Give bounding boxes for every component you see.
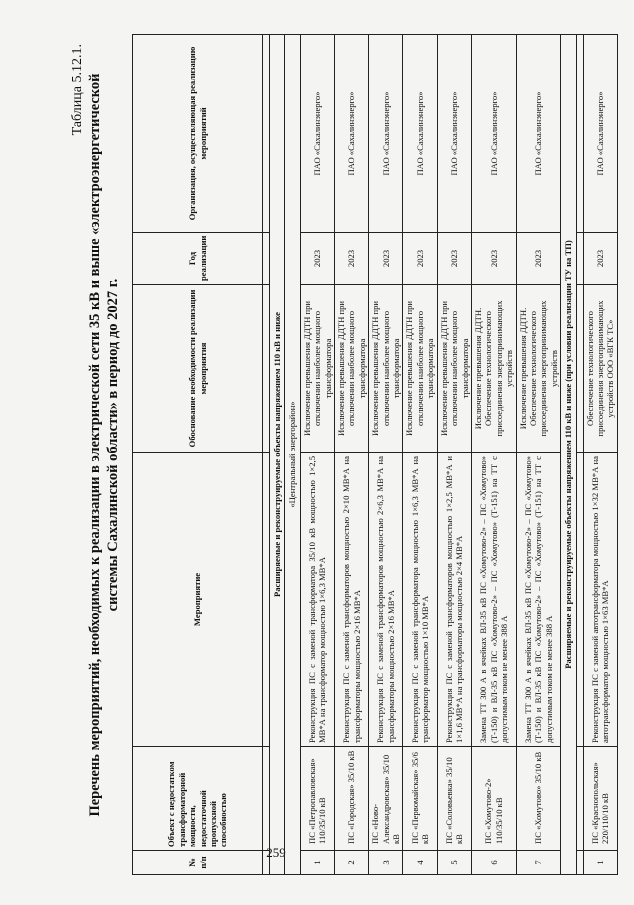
justification-cell: Исключение превышения ДДТН при отключении наиболее мощного трансформатора bbox=[437, 285, 471, 453]
measures-table bbox=[132, 34, 618, 875]
title-line-2: системы Сахалинской области» в период до 2027 г. bbox=[105, 278, 121, 612]
table-row bbox=[583, 35, 617, 875]
row-number: 1 bbox=[300, 851, 334, 875]
row-number: 4 bbox=[403, 851, 437, 875]
organization-cell: ПАО «Сахалинэнерго» bbox=[516, 35, 561, 233]
spacer-cell bbox=[576, 285, 583, 453]
object-cell: ПС «Хомутово-2» 110/35/10 кВ bbox=[471, 747, 516, 851]
measure-cell: Замена ТТ 300 А в ячейках ВЛ-35 кВ ПС «Хомутово-2» – ПС «Хомутово» (Т-150) и ВЛ-35 кВ ПС «Хомутово-2» – ПС «Хомутово» (Т-151) на ТТ с допустимым током не менее 388 А bbox=[471, 453, 516, 747]
header-num: № п/п bbox=[133, 851, 263, 875]
table-row bbox=[437, 35, 471, 875]
year-cell: 2023 bbox=[471, 233, 516, 285]
justification-cell: Исключение превышения ДДТН при отключении наиболее мощного трансформатора bbox=[403, 285, 437, 453]
table-row bbox=[369, 35, 403, 875]
page-number: 259 bbox=[266, 845, 286, 860]
year-cell: 2023 bbox=[516, 233, 561, 285]
object-cell: ПС «Городская» 35/10 кВ bbox=[335, 747, 369, 851]
measure-cell: Реконструкция ПС с заменой трансформатора 35/10 кВ мощностью 1×2,5 МВ*А на трансформатор мощностью 1×6,3 МВ*А bbox=[300, 453, 334, 747]
year-cell: 2023 bbox=[583, 233, 617, 285]
spacer-cell bbox=[263, 747, 270, 851]
spacer-cell bbox=[263, 233, 270, 285]
header-measure: Мероприятие bbox=[133, 453, 263, 747]
spacer-cell bbox=[576, 747, 583, 851]
organization-cell: ПАО «Сахалинэнерго» bbox=[583, 35, 617, 233]
measure-cell: Реконструкция ПС с заменой автотрансформатора мощностью 1×32 МВ*А на автотрансформатор мощностью 1×63 МВ*А bbox=[583, 453, 617, 747]
year-cell: 2023 bbox=[437, 233, 471, 285]
table-body bbox=[263, 35, 618, 875]
header-organization: Организация, осуществляющая реализацию мероприятий bbox=[133, 35, 263, 233]
year-cell: 2023 bbox=[369, 233, 403, 285]
section-title-row bbox=[270, 35, 285, 875]
table-row bbox=[300, 35, 334, 875]
spacer-cell bbox=[263, 285, 270, 453]
table-row bbox=[471, 35, 516, 875]
justification-cell: Обеспечение технологического присоединения энергопринимающих устройств ООО «ВГК ТС» bbox=[583, 285, 617, 453]
justification-cell: Исключение превышения ДДТН при отключении наиболее мощного трансформатора bbox=[300, 285, 334, 453]
row-number: 6 bbox=[471, 851, 516, 875]
object-cell: ПС «Соловьевка» 35/10 кВ bbox=[437, 747, 471, 851]
justification-cell: Исключение превышения ДДТН. Обеспечение технологического присоединения энергопринимающих устройств bbox=[471, 285, 516, 453]
measure-cell: Замена ТТ 300 А в ячейках ВЛ-35 кВ ПС «Хомутово-2» – ПС «Хомутово» (Т-150) и ВЛ-35 кВ ПС «Хомутово-2» – ПС «Хомутово» (Т-151) на ТТ с допустимым током не менее 388 А bbox=[516, 453, 561, 747]
measure-cell: Реконструкция ПС с заменой трансформаторов мощностью 1×2,5 МВ*А и 1×1,6 МВ*А на трансформаторы мощностью 2×4 МВ*А bbox=[437, 453, 471, 747]
organization-cell: ПАО «Сахалинэнерго» bbox=[369, 35, 403, 233]
justification-cell: Исключение превышения ДДТН при отключении наиболее мощного трансформатора bbox=[369, 285, 403, 453]
object-cell: ПС «Ново-Александровская» 35/10 кВ bbox=[369, 747, 403, 851]
organization-cell: ПАО «Сахалинэнерго» bbox=[300, 35, 334, 233]
justification-cell: Исключение превышения ДДТН. Обеспечение технологического присоединения энергопринимающих устройств bbox=[516, 285, 561, 453]
measure-cell: Реконструкция ПС с заменой трансформаторов мощностью 2×6,3 МВ*А на трансформаторы мощностью 2×16 МВ*А bbox=[369, 453, 403, 747]
object-cell: ПС «Хомутово» 35/10 кВ bbox=[516, 747, 561, 851]
spacer-row bbox=[263, 35, 270, 875]
organization-cell: ПАО «Сахалинэнерго» bbox=[437, 35, 471, 233]
justification-cell: Исключение превышения ДДТН при отключении наиболее мощного трансформатора bbox=[335, 285, 369, 453]
table-row bbox=[403, 35, 437, 875]
year-cell: 2023 bbox=[403, 233, 437, 285]
measure-cell: Реконструкция ПС с заменой трансформатора мощностью 1×6,3 МВ*А на трансформатор мощностью 1×10 МВ*А bbox=[403, 453, 437, 747]
object-cell: ПС «Краснопольская» 220/110/10 кВ bbox=[583, 747, 617, 851]
title-line-1: Перечень мероприятий, необходимых к реализации в электрической сети 35 кВ и выше «электроэнергетической bbox=[87, 73, 103, 817]
year-cell: 2023 bbox=[300, 233, 334, 285]
spacer-cell bbox=[576, 35, 583, 233]
spacer-cell bbox=[576, 233, 583, 285]
table-row bbox=[335, 35, 369, 875]
section-title: Расширяемые и реконструируемые объекты напряжением 110 кВ и ниже bbox=[270, 35, 285, 875]
table-label: Таблица 5.12.1. bbox=[70, 44, 85, 136]
organization-cell: ПАО «Сахалинэнерго» bbox=[335, 35, 369, 233]
object-cell: ПС «Первомайская» 35/6 кВ bbox=[403, 747, 437, 851]
measure-cell: Реконструкция ПС с заменой трансформаторов мощностью 2×10 МВ*А на трансформаторы мощностью 2×16 МВ*А bbox=[335, 453, 369, 747]
document-title bbox=[86, 65, 122, 825]
spacer-row bbox=[576, 35, 583, 875]
row-number: 3 bbox=[369, 851, 403, 875]
district-row bbox=[285, 35, 300, 875]
header-justification: Обоснование необходимости реализации мероприятия bbox=[133, 285, 263, 453]
section-title-row bbox=[561, 35, 576, 875]
district-title: «Центральный энергорайон» bbox=[285, 35, 300, 875]
header-year: Год реализации bbox=[133, 233, 263, 285]
organization-cell: ПАО «Сахалинэнерго» bbox=[403, 35, 437, 233]
section-title: Расширяемые и реконструируемые объекты напряжением 110 кВ и ниже (при условии реализации ТУ на ТП) bbox=[561, 35, 576, 875]
measures-table-wrapper bbox=[132, 35, 618, 875]
spacer-cell bbox=[576, 453, 583, 747]
spacer-cell bbox=[263, 35, 270, 233]
header-object: Объект с недостатком трансформаторной мощности, недостаточной пропускной способностью bbox=[133, 747, 263, 851]
spacer-cell bbox=[263, 851, 270, 875]
table-row bbox=[516, 35, 561, 875]
table-header-row bbox=[133, 35, 263, 875]
row-number: 7 bbox=[516, 851, 561, 875]
row-number: 2 bbox=[335, 851, 369, 875]
object-cell: ПС «Петропавловская» 110/35/10 кВ bbox=[300, 747, 334, 851]
row-number: 1 bbox=[583, 851, 617, 875]
year-cell: 2023 bbox=[335, 233, 369, 285]
row-number: 5 bbox=[437, 851, 471, 875]
organization-cell: ПАО «Сахалинэнерго» bbox=[471, 35, 516, 233]
spacer-cell bbox=[263, 453, 270, 747]
spacer-cell bbox=[576, 851, 583, 875]
